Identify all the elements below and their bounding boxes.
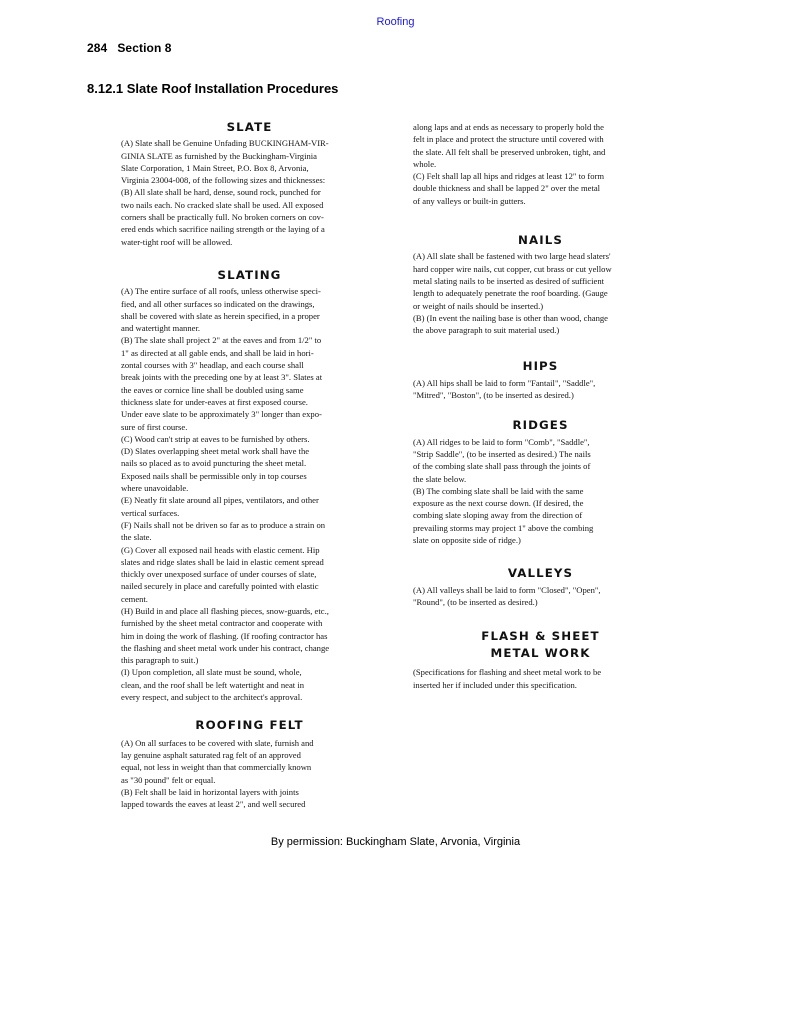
spec-line: "Round", (to be inserted as desired.) — [413, 596, 538, 607]
spec-line: furnished by the sheet metal contractor and cooperate with — [121, 618, 323, 629]
spec-line: the slate below. — [413, 473, 467, 484]
spec-line: "Strip Saddle", (to be inserted as desired.) The nails — [413, 448, 591, 459]
roofing-felt-heading: ROOFING FELT — [195, 718, 304, 733]
spec-line: every respect, and subject to the architect's approval. — [121, 692, 303, 703]
right-column — [413, 114, 668, 691]
spec-line: whole. — [413, 158, 437, 169]
spec-line: vertical surfaces. — [121, 507, 180, 518]
spec-line: the slate. All felt shall be preserved unbroken, tight, and — [413, 146, 606, 157]
spec-line: slates and ridge slates shall be laid in elastic cement spread — [121, 556, 324, 567]
spec-line: the slate. — [121, 532, 152, 543]
spec-line: this paragraph to suit.) — [121, 655, 199, 666]
flash-heading-line-2: METAL WORK — [490, 646, 591, 661]
spec-line: Exposed nails shall be permissible only in top courses — [121, 470, 307, 481]
spec-line: thickly over unexposed surface of under courses of slate, — [121, 569, 317, 580]
left-column — [121, 114, 378, 810]
spec-line: nails so placed as to avoid puncturing the sheet metal. — [121, 458, 307, 469]
spec-line: cement. — [121, 593, 148, 604]
page-header — [87, 41, 172, 55]
spec-line: thickness slate for under-eaves at first exposed course. — [121, 396, 308, 407]
spec-line: Slate Corporation, 1 Main Street, P.O. Box 8, Arvonia, — [121, 162, 309, 173]
spec-line: lay genuine asphalt saturated rag felt of an approved — [121, 749, 301, 760]
flash-sheet-metal-heading — [413, 628, 668, 662]
spec-line: the flashing and sheet metal work under his contract, change — [121, 642, 330, 653]
spec-line: (A) On all surfaces to be covered with slate, furnish and — [121, 737, 314, 748]
spec-line: two nails each. No cracked slate shall be used. All exposed — [121, 199, 324, 210]
spec-line: (G) Cover all exposed nail heads with elastic cement. Hip — [121, 544, 320, 555]
slate-section — [121, 137, 378, 248]
spec-line: Under eave slate to be approximately 3" longer than expo- — [121, 409, 322, 420]
spec-line: hard copper wire nails, cut copper, cut brass or cut yellow — [413, 263, 612, 274]
spec-line: shall be covered with slate as herein specified, in a proper — [121, 310, 320, 321]
section-label: Section 8 — [117, 41, 172, 55]
spec-line: prevailing storms may project 1" above the combing — [413, 522, 594, 533]
spec-line: sure of first course. — [121, 421, 188, 432]
spec-line: (B) Felt shall be laid in horizontal layers with joints — [121, 786, 299, 797]
spec-line: corners shall be practically full. No broken corners on cov- — [121, 212, 324, 223]
spec-line: or weight of nails should be inserted.) — [413, 300, 544, 311]
spec-line: him in doing the work of flashing. (If roofing contractor has — [121, 630, 328, 641]
spec-line: combing slate sloping away from the direction of — [413, 510, 583, 521]
nails-section — [413, 250, 668, 336]
spec-line: Virginia 23004-008, of the following sizes and thicknesses: — [121, 175, 326, 186]
spec-line: (A) All ridges to be laid to form "Comb", "Saddle", — [413, 436, 590, 447]
flash-sheet-metal-section — [413, 666, 668, 691]
felt-continued-section — [413, 121, 668, 207]
spec-line: ered ends which sacrifice nailing strength or the laying of a — [121, 224, 325, 235]
spec-line: (A) Slate shall be Genuine Unfading BUCKINGHAM-VIR- — [121, 138, 329, 149]
spec-line: (B) The slate shall project 2" at the eaves and from 1/2" to — [121, 335, 322, 346]
spec-line: exposure as the next course down. (If desired, the — [413, 498, 584, 509]
slating-heading: SLATING — [217, 267, 282, 282]
spec-line: felt in place and protect the structure until covered with — [413, 134, 604, 145]
spec-line: (E) Neatly fit slate around all pipes, ventilators, and other — [121, 495, 319, 506]
spec-line: (D) Slates overlapping sheet metal work shall have the — [121, 446, 310, 457]
hips-heading: HIPS — [522, 359, 559, 374]
spec-line: (B) (In event the nailing base is other than wood, change — [413, 312, 608, 323]
spec-line: (C) Felt shall lap all hips and ridges at least 12" to form — [413, 171, 605, 182]
permission-credit: By permission: Buckingham Slate, Arvonia, Virginia — [270, 836, 521, 848]
spec-line: (I) Upon completion, all slate must be sound, whole, — [121, 667, 302, 678]
spec-line: double thickness and shall be lapped 2" over the metal — [413, 183, 601, 194]
spec-line: (A) All valleys shall be laid to form "Closed", "Open", — [413, 584, 601, 595]
spec-line: "Mitred", "Boston", (to be inserted as desired.) — [413, 390, 574, 401]
spec-line: 1" as directed at all gable ends, and shall be laid in hori- — [121, 347, 314, 358]
spec-line: the eaves or cornice line shall be doubled using same — [121, 384, 304, 395]
spec-line: GINIA SLATE as furnished by the Buckingham-Virginia — [121, 150, 317, 161]
spec-line: fied, and all other surfaces so indicated on the drawings, — [121, 298, 315, 309]
spec-line: slate on opposite side of ridge.) — [413, 535, 521, 546]
spec-line: along laps and at ends as necessary to properly hold the — [413, 122, 604, 132]
spec-line: of the combing slate shall pass through the joints of — [413, 461, 591, 472]
spec-line: nailed securely in place and carefully pointed with elastic — [121, 581, 319, 592]
spec-line: (B) All slate shall be hard, dense, sound rock, punched for — [121, 187, 321, 198]
spec-line: water-tight roof will be allowed. — [121, 236, 233, 247]
valleys-heading: VALLEYS — [507, 566, 574, 581]
valleys-section — [413, 584, 668, 609]
spec-line: break joints with the preceding one by at least 3". Slates at — [121, 372, 323, 383]
spec-line: (A) All slate shall be fastened with two large head slaters' — [413, 251, 611, 262]
spec-line: equal, not less in weight than that commercially known — [121, 762, 312, 773]
slate-heading: SLATE — [226, 120, 273, 134]
ridges-section — [413, 436, 668, 547]
subsection-title: 8.12.1 Slate Roof Installation Procedures — [87, 81, 339, 96]
spec-line: inserted her if included under this specification. — [413, 679, 577, 690]
page-number: 284 — [87, 41, 108, 55]
spec-line: (F) Nails shall not be driven so far as to produce a strain on — [121, 519, 326, 530]
spec-line: (C) Wood can't strip at eaves to be furnished by others. — [121, 433, 310, 444]
spec-line: clean, and the roof shall be left watertight and neat in — [121, 679, 305, 690]
spec-line: and watertight manner. — [121, 323, 200, 334]
spec-line: length to adequately penetrate the roof boarding. (Gauge — [413, 288, 608, 299]
scanned-specification-image — [118, 114, 678, 826]
hips-section — [413, 377, 668, 402]
spec-line: (B) The combing slate shall be laid with the same — [413, 485, 584, 496]
roofing-felt-section — [121, 737, 378, 811]
spec-line: metal slating nails to be inserted as desired of sufficient — [413, 275, 605, 286]
ridges-heading: RIDGES — [512, 418, 569, 433]
flash-heading-line-1: FLASH & SHEET — [481, 629, 600, 644]
spec-line: the above paragraph to suit material used.) — [413, 325, 560, 336]
roofing-link[interactable]: Roofing — [376, 16, 415, 28]
spec-line: where unavoidable. — [121, 483, 189, 494]
spec-line: (H) Build in and place all flashing pieces, snow-guards, etc., — [121, 605, 329, 616]
spec-line: lapped towards the eaves at least 2", and well secured — [121, 799, 306, 810]
spec-line: of any valleys or built-in gutters. — [413, 195, 526, 206]
spec-line: (A) The entire surface of all roofs, unless otherwise speci- — [121, 286, 321, 297]
nails-heading: NAILS — [518, 233, 563, 248]
spec-line: (Specifications for flashing and sheet metal work to be — [413, 667, 602, 678]
spec-line: as "30 pound" felt or equal. — [121, 774, 216, 785]
spec-line: (A) All hips shall be laid to form "Fantail", "Saddle", — [413, 377, 596, 388]
slating-section — [121, 285, 378, 703]
spec-line: zontal courses with 3" headlap, and each course shall — [121, 360, 304, 371]
